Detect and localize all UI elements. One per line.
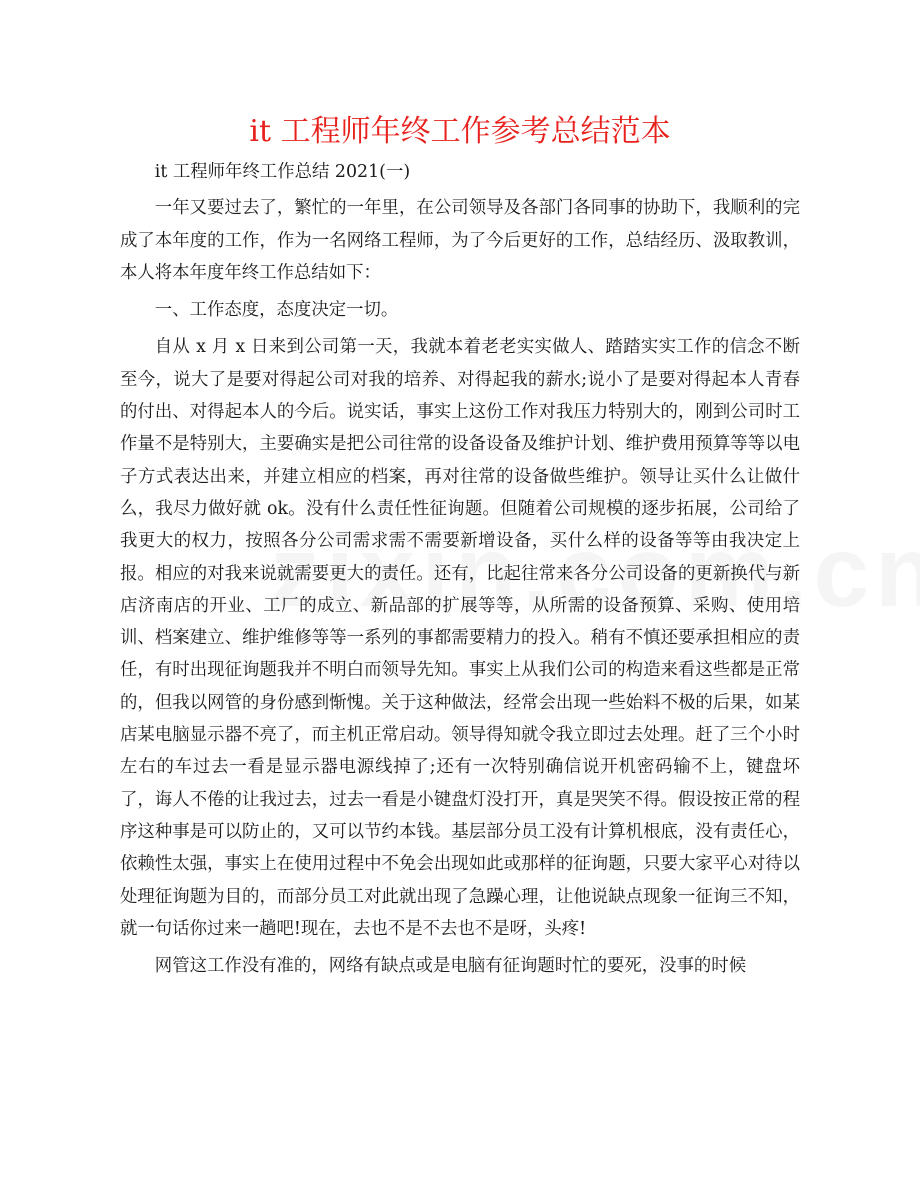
section-heading: 一、工作态度，态度决定一切。 xyxy=(154,300,399,321)
section-subtitle: it 工程师年终工作总结 2021(一) xyxy=(154,162,411,182)
body-paragraph: 自从 x 月 x 日来到公司第一天，我就本着老老实实做人、踏踏实实工作的信念不断至今，说大了是要对得起公司对我的培养、对得起我的薪水;说小了是要对得起本人青春的付出、对得起本人的今后。说实话，事实上这份工作对我压力特别大的，刚到公司时工作量不是特别大，主要确实是把公司往常的设备设备及维护计划、维护费用预算等等以电子方式表达出来，并建立相应的档案，再对往常的设备做些维护。领导让买什么让做什么，我尽力做好就 ok。没有什么责任性征询题。但随着公司规模的逐步拓展，公司给了我更大的权力，按照各分公司需求需不需要新增设备，买什么样的设备等等由我决定上报。相应的对我来说就需要更大的责任。还有，比起往常来各分公司设备的更新换代与新店济南店的开业、工厂的成立、新品部的扩展等等，从所需的设备预算、采购、使用培训、档案建立、维护维修等等一系列的事都需要精力的投入。稍有不慎还要承担相应的责任，有时出现征询题我并不明白而领导先知。事实上从我们公司的构造来看这些都是正常的，但我以网管的身份感到惭愧。关于这种做法，经常会出现一些始料不极的后果，如某店某电脑显示器不亮了，而主机正常启动。领导得知就令我立即过去处理。赶了三个小时左右的车过去一看是显示器电源线掉了;还有一次特别确信说开机密码输不上，键盘坏了，诲人不倦的让我过去，过去一看是小键盘灯没打开，真是哭笑不得。假设按正常的程序这种事是可以防止的，又可以节约本钱。基层部分员工没有计算机根底，没有责任心，依赖性太强，事实上在使用过程中不免会出现如此或那样的征询题，只要大家平心对待以处理征询题为目的，而部分员工对此就出现了急躁心理，让他说缺点现象一征询三不知，就一句话你过来一趟吧!现在，去也不是不去也不是呀，头疼! xyxy=(120,337,800,939)
document-body xyxy=(120,156,800,987)
body-paragraph-continued: 网管这工作没有准的，网络有缺点或是电脑有征询题时忙的要死，没事的时候 xyxy=(154,956,747,977)
intro-paragraph: 一年又要过去了，繁忙的一年里，在公司领导及各部门各同事的协助下，我顺利的完成了本年度的工作，作为一名网络工程师，为了今后更好的工作，总结经历、汲取教训，本人将本年度年终工作总结如下： xyxy=(120,198,800,283)
document-title: it 工程师年终工作参考总结范本 xyxy=(249,114,671,149)
